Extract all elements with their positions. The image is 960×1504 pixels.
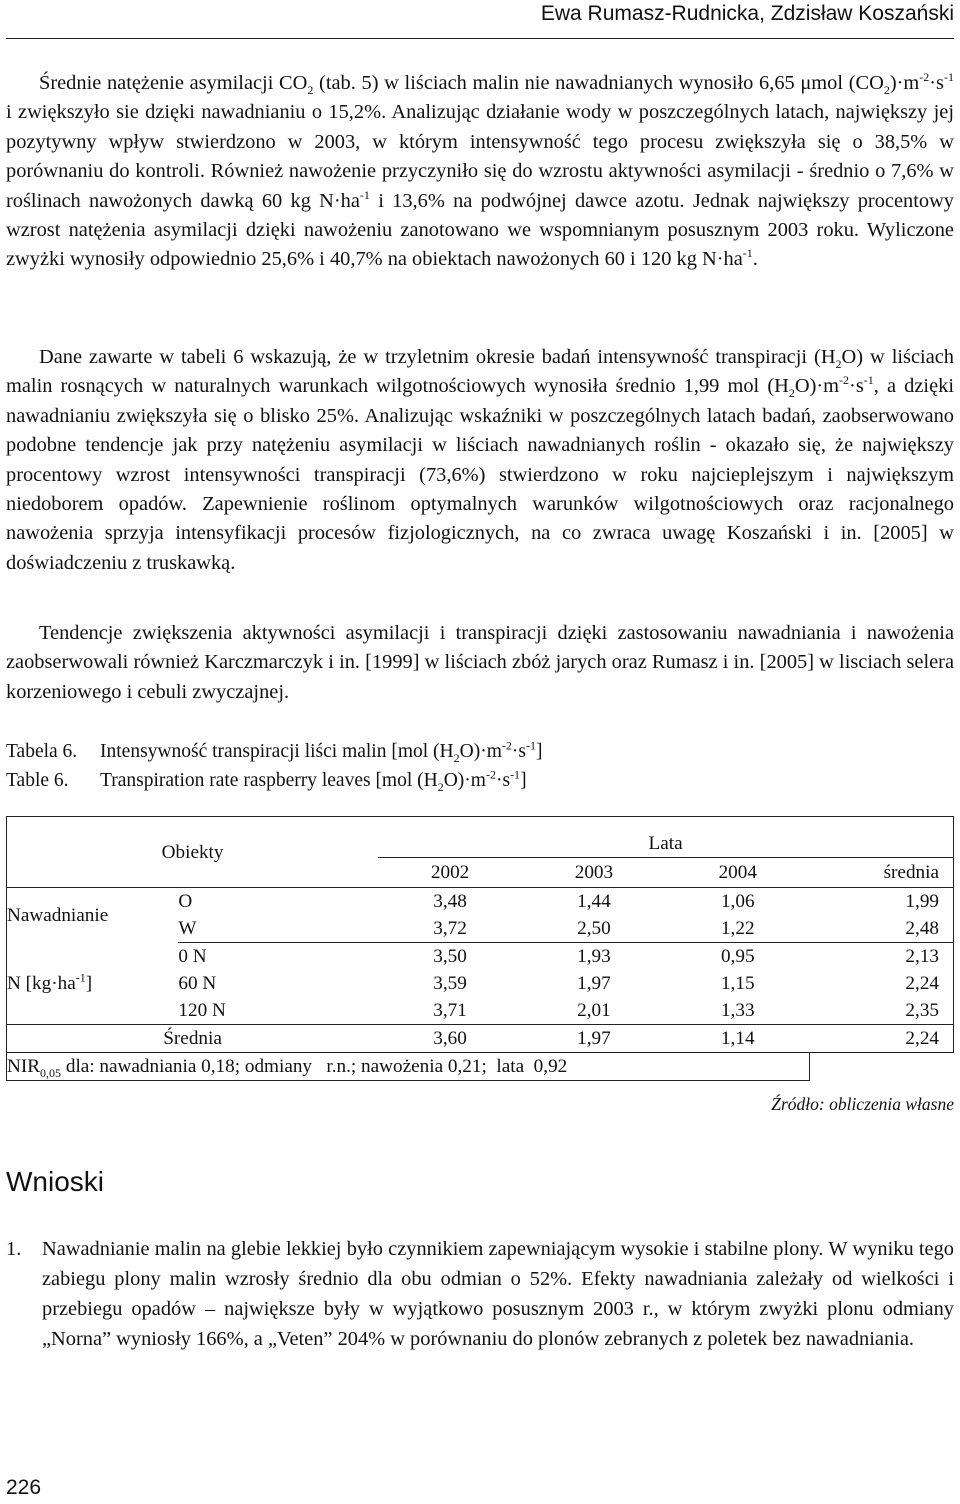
year-header: średnia xyxy=(810,858,954,888)
header-rule xyxy=(6,38,954,39)
table-cell: 2,13 xyxy=(810,943,954,971)
page-number: 226 xyxy=(6,1476,42,1499)
paragraph-assimilation: Średnie natężenie asymilacji $CO_2$ (tab. 5) w liściach malin nie nawadnianych wynosiło 6,65 μmol $(CO_2)\cdot m^{-2}\cdot s^{-1}$ i zwiększyło sie dzięki nawadnianiu o 15,2%. Analizując działanie wody w poszczególnych latach, największy jej pozytywny wpływ stwierdzono w 2003, w którym intensywność tego procesu zwiększyła się o 38,5% w porównaniu do kontroli. Również nawożenie przyczyniło się do wzrostu aktywności asymilacji - średnio o 7,6% w roślinach nawożonych dawką 60 kg $N\cdot ha^{-1}$ i 13,6% na podwójnej dawce azotu. Jednak największy procentowy wzrost natężenia asymilacji dzięki nawożeniu zanotowano we wspomnianym posusznym 2003 roku. Wyliczone zwyżki wynosiły odpowiednio 25,6% i 40,7% na obiektach nawożonych 60 i 120 kg $N\cdot ha^{-1}$. xyxy=(6,70,954,271)
table-cell: 1,97 xyxy=(577,973,611,994)
table-cell: 1,97 xyxy=(522,1025,666,1053)
header-objects: Obiekty xyxy=(7,817,379,888)
conclusion-item xyxy=(6,1234,954,1354)
table-cell: 1,14 xyxy=(666,1025,810,1053)
table-cell: 1,99 xyxy=(810,888,954,916)
table-cell: 3,59 xyxy=(433,973,467,994)
table-cell: 3,60 xyxy=(378,1025,522,1053)
nir-row: $NIR_{0,05}$ dla: nawadniania 0,18; odmiany r.n.; nawożenia 0,21; lata 0,92 xyxy=(7,1053,810,1081)
table-cell: 1,44 xyxy=(577,891,611,912)
table-cell: 1,22 xyxy=(666,915,810,943)
row-label: W xyxy=(178,915,378,943)
row-label: 60 N xyxy=(178,973,217,994)
table-cell: 3,71 xyxy=(378,997,522,1025)
table-cell: 2,01 xyxy=(522,997,666,1025)
conclusion-number: 1. xyxy=(6,1238,22,1260)
conclusion-text: Nawadnianie malin na glebie lekkiej było czynnikiem zapewniającym wysokie i stabilne plony. W wyniku tego zabiegu plony malin wzrosły średnio dla obu odmian o 52%. Efekty nawadniania zależały od wielkości i przebiegu opadów – największe były w wyjątkowo posusznym 2003 r., w którym zwyżki plonu odmiany „Norna” wyniosły 166%, a „Veten” 204% w porównaniu do plonów zebranych z poletek bez nawadniania. xyxy=(42,1238,954,1350)
group-nitrogen: N $[kg\cdot ha^{-1}]$ xyxy=(7,943,179,1025)
table-cell: 1,15 xyxy=(720,973,755,994)
table-cell: 2,48 xyxy=(810,915,954,943)
table-cell: 1,93 xyxy=(577,946,611,967)
table-cell: 2,24 xyxy=(810,1025,954,1053)
section-title: Wnioski xyxy=(6,1166,105,1197)
row-label: 0 N xyxy=(178,946,207,967)
table-cell: 3,50 xyxy=(433,946,467,967)
table-cell: 3,48 xyxy=(433,891,467,912)
group-irrigation: Nawadnianie xyxy=(7,888,179,943)
table-cell: 3,72 xyxy=(378,915,522,943)
table-cell: 2,50 xyxy=(522,915,666,943)
empty-cell xyxy=(810,1053,954,1081)
table-cell: 1,33 xyxy=(666,997,810,1025)
table-cell: 0,95 xyxy=(720,946,755,967)
transpiration-table xyxy=(6,816,954,1081)
year-header: 2004 xyxy=(666,858,810,888)
table-cell: 2,35 xyxy=(810,997,954,1025)
year-header: 2002 xyxy=(378,858,522,888)
table-source: Źródło: obliczenia własne xyxy=(771,1094,954,1114)
year-header: 2003 xyxy=(522,858,666,888)
paragraph-transpiration: Dane zawarte w tabeli 6 wskazują, że w trzyletnim okresie badań intensywność transpiracji $(H_2O)$ w liściach malin rosnących w naturalnych warunkach wilgotnościowych wynosiła średnio 1,99 mol $(H_2O)\cdot m^{-2}\cdot s^{-1}$, a dzięki nawadnianiu zwiększyła się o blisko 25%. Analizując wskaźniki w poszczególnych latach badań, zaobserwowano podobne tendencje jak przy natężeniu asymilacji w liściach nawadnianych roślin - okazało się, że największy procentowy wzrost intensywności transpiracji (73,6%) stwierdzono w roku najcieplejszym i największym niedoborem opadów. Zapewnienie roślinom optymalnych warunków wilgotnościowych oraz racjonalnego nawożenia sprzyja intensyfikacji procesów fizjologicznych, na co zwraca uwagę Koszański i in. [2005] w doświadczeniu z truskawką. xyxy=(6,346,954,574)
paragraph-tendencies: Tendencje zwiększenia aktywności asymilacji i transpiracji dzięki zastosowaniu nawadniania i nawożenia zaobserwowali również Karczmarczyk i in. [1999] w liściach zbóż jarych oraz Rumasz i in. [2005] w lisciach selera korzeniowego i cebuli zwyczajnej. xyxy=(6,622,954,703)
table-cell: 2,24 xyxy=(810,970,954,997)
header-years: Lata xyxy=(378,817,953,858)
table-cell: 1,06 xyxy=(720,891,755,912)
table-caption-pl: Tabela 6. Intensywność transpiracji liści malin [mol $(H_2O)\cdot m^{-2}\cdot s^{-1}$] xyxy=(6,738,543,765)
running-header: Ewa Rumasz-Rudnicka, Zdzisław Koszański xyxy=(540,2,954,25)
table-caption-en: Table 6. Transpiration rate raspberry leaves [mol $(H_2O)\cdot m^{-2}\cdot s^{-1}$] xyxy=(6,767,527,794)
row-mean-label: Średnia xyxy=(7,1025,379,1053)
row-label: 120 N xyxy=(178,997,378,1025)
row-label: O xyxy=(178,891,193,912)
